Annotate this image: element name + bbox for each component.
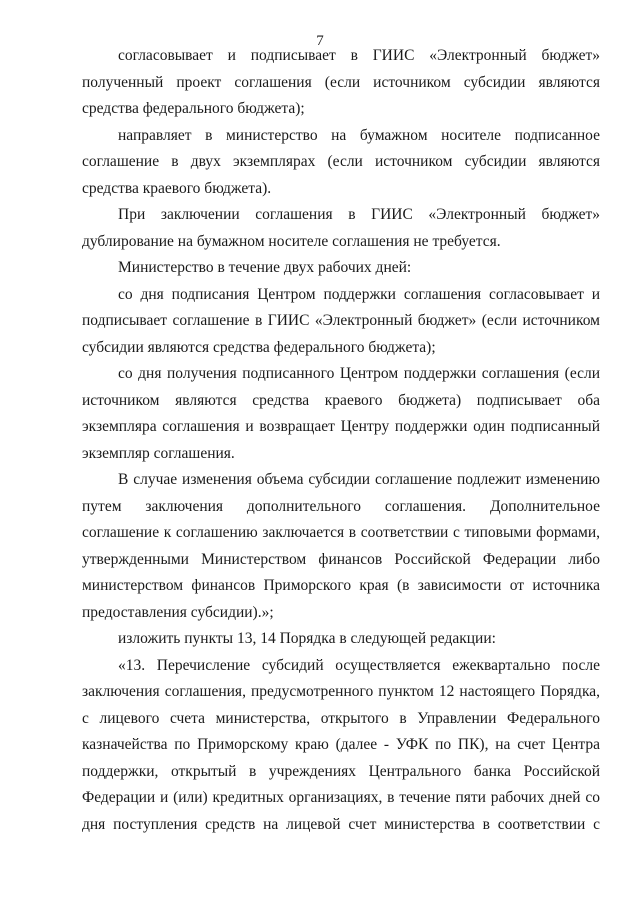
paragraph-approve-sign-giis: согласовывает и подписывает в ГИИС «Электронный бюджет» полученный проект соглашения (если источником субсидии являются средства федерального бюджета); <box>82 47 600 117</box>
paragraph-from-signing-day: со дня подписания Центром поддержки соглашения согласовывает и подписывает соглашение в ГИИС «Электронный бюджет» (если источником субсидии являются средства федерального бюджета); <box>82 285 600 356</box>
document-body <box>82 43 600 838</box>
page-number: 7 <box>316 33 324 49</box>
paragraph-ministry-two-days: Министерство в течение двух рабочих дней: <box>118 259 412 276</box>
paragraph-send-paper-copies: направляет в министерство на бумажном носителе подписанное соглашение в двух экземплярах (если источником субсидии являются средства краевого бюджета). <box>82 126 600 197</box>
paragraph-no-paper-duplicate: При заключении соглашения в ГИИС «Электронный бюджет» дублирование на бумажном носителе соглашения не требуется. <box>82 206 600 250</box>
paragraph-amend-items-13-14: изложить пункты 13, 14 Порядка в следующей редакции: <box>118 630 496 647</box>
paragraph-subsidy-volume-change: В случае изменения объема субсидии соглашение подлежит изменению путем заключения дополнительного соглашения. Дополнительное соглашение к соглашению заключается в соответствии с типовыми формами, утвержденными Министерством финансов Российской Федерации либо министерством финансов Приморского края (в зависимости от источника предоставления субсидии).»; <box>82 471 600 621</box>
paragraph-item-13-transfer: «13. Перечисление субсидий осуществляется ежеквартально после заключения соглашения, предусмотренного пунктом 12 настоящего Порядка, с лицевого счета министерства, открытого в Управлении Федерального казначейства по Приморскому краю (далее - УФК по ПК), на счет Центра поддержки, открытый в учреждениях Центрального банка Российской Федерации и (или) кредитных организациях, в течение пяти рабочих дней со дня поступления средств на лицевой счет министерства в соответствии с <box>82 656 600 833</box>
paragraph-from-receipt-day: со дня получения подписанного Центром поддержки соглашения (если источником являются средства краевого бюджета) подписывает оба экземпляра соглашения и возвращает Центру поддержки один подписанный экземпляр соглашения. <box>82 365 600 462</box>
